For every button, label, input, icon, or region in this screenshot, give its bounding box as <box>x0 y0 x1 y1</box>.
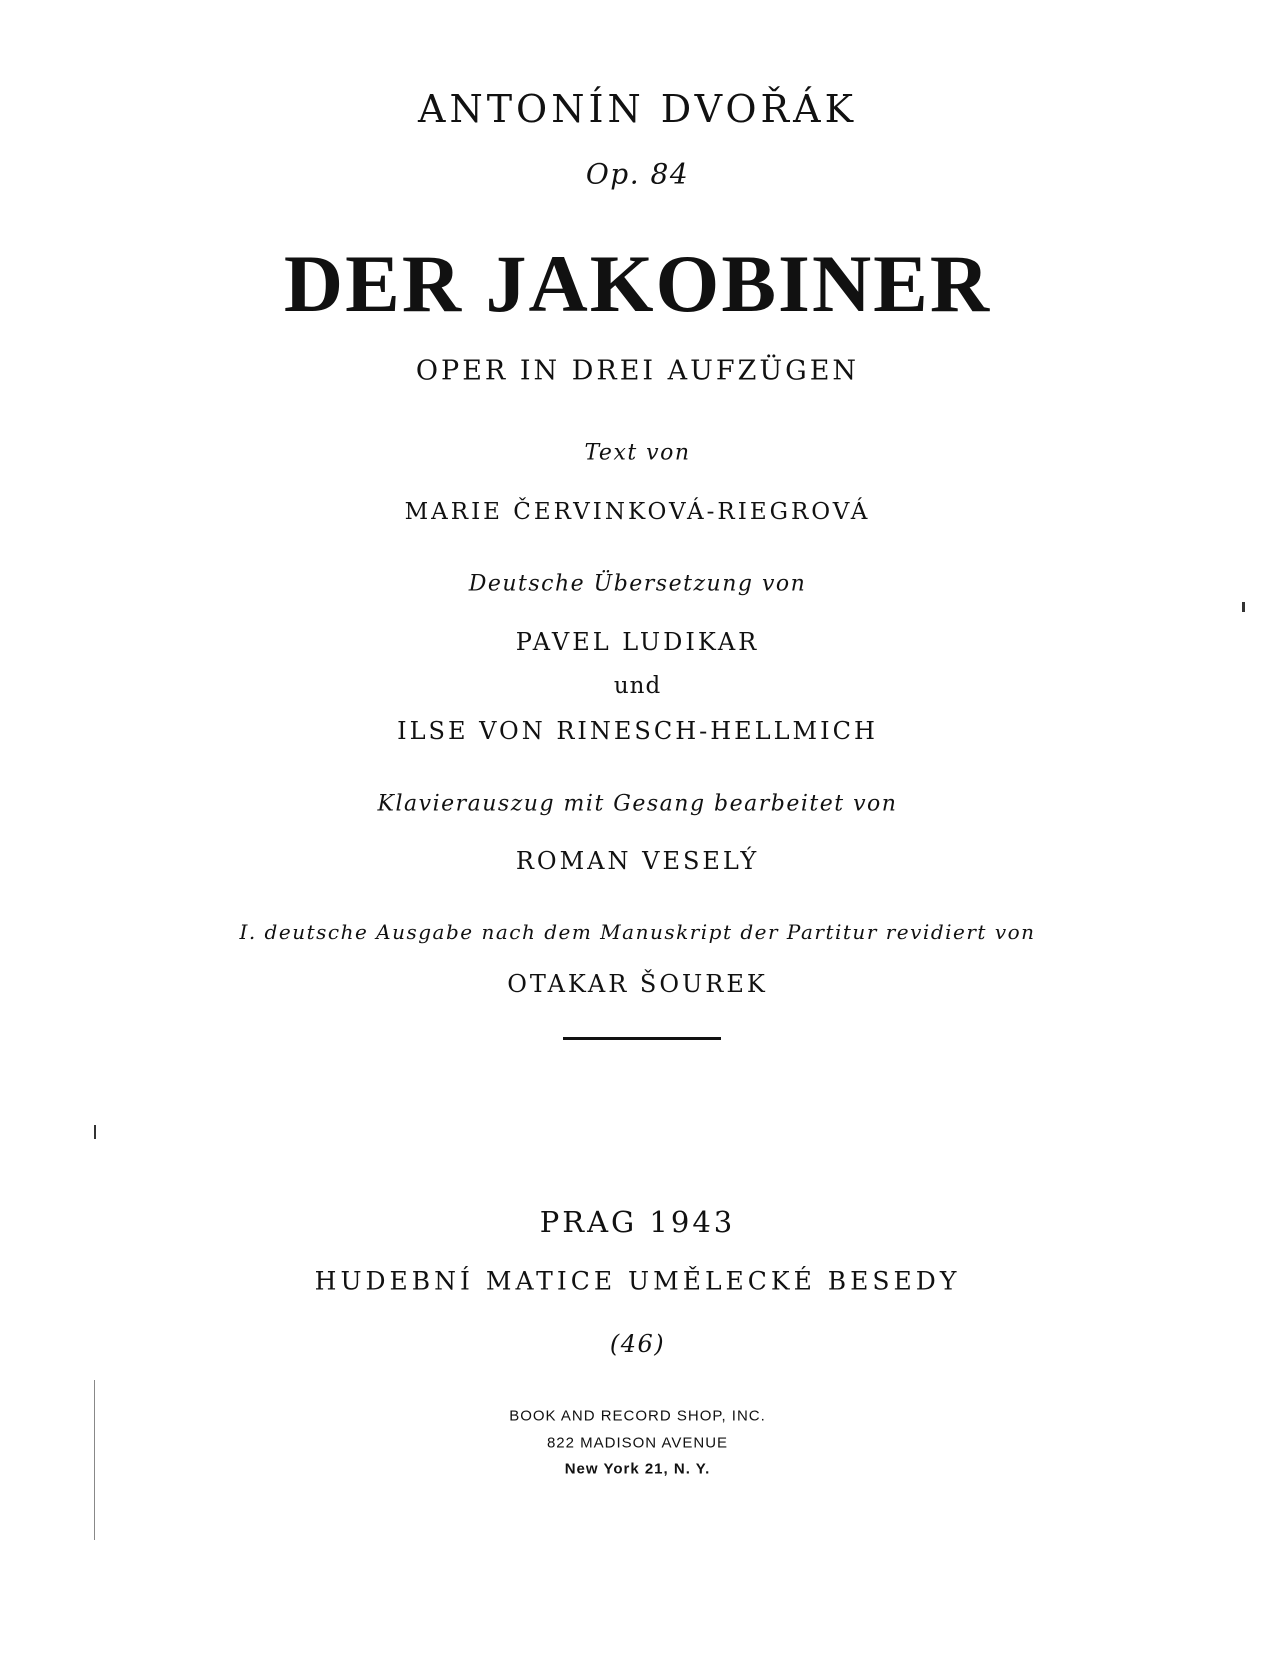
scan-mark <box>1242 602 1245 612</box>
edition-label: I. deutsche Ausgabe nach dem Manuskript der Partitur revidiert von <box>239 920 1036 944</box>
translation-label: Deutsche Übersetzung von <box>468 571 807 597</box>
work-subtitle: OPER IN DREI AUFZÜGEN <box>415 355 860 387</box>
publisher: HUDEBNÍ MATICE UMĚLECKÉ BESEDY <box>314 1266 961 1296</box>
stamp-line-1: BOOK AND RECORD SHOP, INC. <box>509 1407 766 1425</box>
scan-mark <box>94 1380 95 1540</box>
scan-mark <box>94 1125 96 1139</box>
text-label: Text von <box>584 440 691 466</box>
arranger: ROMAN VESELÝ <box>515 847 760 875</box>
translator-1: PAVEL LUDIKAR <box>515 628 760 656</box>
composer-name: ANTONÍN DVOŘÁK <box>418 87 857 131</box>
librettist: MARIE ČERVINKOVÁ-RIEGROVÁ <box>404 499 871 525</box>
arrangement-label: Klavierauszug mit Gesang bearbeitet von <box>377 791 898 817</box>
editor: OTAKAR ŠOUREK <box>507 970 768 998</box>
stamp-line-3: New York 21, N. Y. <box>564 1460 711 1478</box>
divider-rule <box>563 1037 721 1040</box>
edition-number: (46) <box>609 1330 666 1358</box>
opus-number: Op. 84 <box>585 157 690 191</box>
translator-2: ILSE VON RINESCH-HELLMICH <box>397 717 878 745</box>
and-text: und <box>613 673 662 699</box>
place-year: PRAG 1943 <box>539 1205 736 1239</box>
stamp-line-2: 822 MADISON AVENUE <box>546 1434 729 1452</box>
work-title: DER JAKOBINER <box>283 238 992 329</box>
